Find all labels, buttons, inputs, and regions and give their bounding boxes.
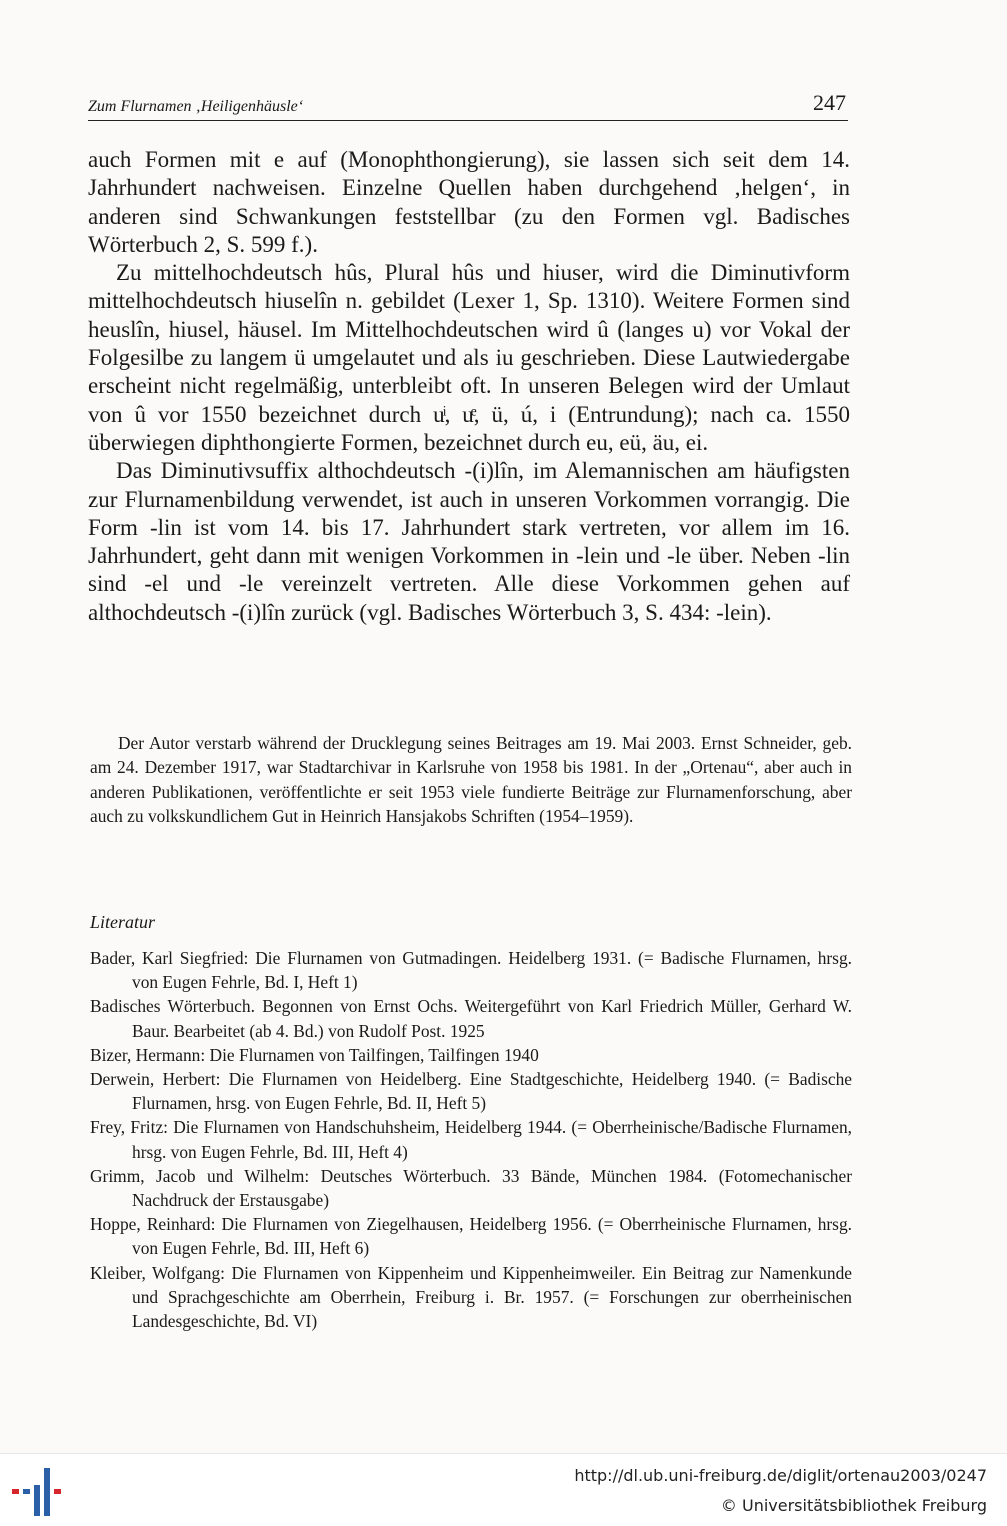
paragraph-3: Das Diminutivsuffix althochdeutsch -(i)lîn, im Alemannischen am häufigsten zur Flurnamenbildung verwendet, ist auch in unseren Vorkommen vorrangig. Die Form -lin ist vom 14. bis 17. Jahrhundert stark vertreten, vor allem im 16. Jahrhundert, geht dann mit wenigen Vorkommen in -lein und -le über. Neben -lin sind -el und -le vereinzelt vertreten. Alle diese Vorkommen gehen auf althochdeutsch -(i)lîn zurück (vgl. Badisches Wörterbuch 3, S. 434: -lein). (88, 458, 850, 625)
bib-entry-frey: Frey, Fritz: Die Flurnamen von Handschuhsheim, Heidelberg 1944. (= Oberrheinische/Badische Flurnamen, hrsg. von Eugen Fehrle, Bd. III, Heft 4) (90, 1117, 852, 1162)
page-number: 247 (813, 90, 846, 115)
bib-entry-kleiber: Kleiber, Wolfgang: Die Flurnamen von Kippenheim und Kippenheimweiler. Ein Beitrag zur Namenkunde und Sprachgeschichte am Oberrhein, Freiburg i. Br. 1957. (= Forschungen zur oberrheinischen Landesgeschichte, Bd. VI) (90, 1262, 852, 1332)
author-note (90, 731, 852, 829)
bib-entry-hoppe: Hoppe, Reinhard: Die Flurnamen von Ziegelhausen, Heidelberg 1956. (= Oberrheinische Flurnamen, hrsg. von Eugen Fehrle, Bd. III, Heft 6) (90, 1214, 852, 1259)
permalink-url[interactable]: http://dl.ub.uni-freiburg.de/diglit/ortenau2003/0247 (574, 1466, 987, 1485)
body-text (88, 146, 850, 627)
bib-entry-derwein: Derwein, Herbert: Die Flurnamen von Heidelberg. Eine Stadtgeschichte, Heidelberg 1940. (= Badische Flurnamen, hrsg. von Eugen Fehrle, Bd. II, Heft 5) (90, 1069, 852, 1114)
footer-bar (0, 1453, 1007, 1526)
paragraph-1: auch Formen mit e auf (Monophthongierung), sie lassen sich seit dem 14. Jahrhundert nachweisen. Einzelne Quellen haben durchgehend ‚helgen‘, in anderen sind Schwankungen feststellbar (zu den Formen vgl. Badisches Wörterbuch 2, S. 599 f.). (88, 147, 850, 257)
running-head (88, 88, 848, 121)
literature-heading: Literatur (90, 912, 156, 932)
paragraph-2: Zu mittelhochdeutsch hûs, Plural hûs und hiuser, wird die Diminutivform mittelhochdeutsch hiuselîn n. gebildet (Lexer 1, Sp. 1310). Weitere Formen sind heuslîn, hiusel, häusel. Im Mittelhochdeutschen wird û (langes u) vor Vokal der Folgesilbe zu langem ü umgelautet und als iu geschrieben. Diese Lautwiedergabe erscheint nicht regelmäßig, unterbleibt oft. In unseren Belegen wird der Umlaut von û vor 1550 bezeichnet durch uͥ, uͤ, ü, ú, i (Entrundung); nach ca. 1550 überwiegen diphthongierte Formen, bezeichnet durch eu, eü, äu, ei. (88, 260, 850, 455)
bib-entry-bizer: Bizer, Hermann: Die Flurnamen von Tailfingen, Tailfingen 1940 (90, 1044, 539, 1065)
bibliography (90, 946, 852, 1333)
author-note-text: Der Autor verstarb während der Drucklegung seines Beitrages am 19. Mai 2003. Ernst Schneider, geb. am 24. Dezember 1917, war Stadtarchivar in Karlsruhe von 1958 bis 1981. In der „Ortenau“, aber auch in anderen Publikationen, veröffentlichte er seit 1953 viele fundierte Beiträge zur Flurnamenforschung, aber auch zu volkskundlichem Gut in Heinrich Hansjakobs Schriften (1954–1959). (90, 733, 852, 827)
ub-freiburg-logo-icon (12, 1466, 64, 1516)
running-title: Zum Flurnamen ‚Heiligenhäusle‘ (88, 98, 304, 115)
bib-entry-bader: Bader, Karl Siegfried: Die Flurnamen von Gutmadingen. Heidelberg 1931. (= Badische Flurnamen, hrsg. von Eugen Fehrle, Bd. I, Heft 1) (90, 948, 852, 993)
bib-entry-grimm: Grimm, Jacob und Wilhelm: Deutsches Wörterbuch. 33 Bände, München 1984. (Fotomechanischer Nachdruck der Erstausgabe) (90, 1165, 852, 1211)
copyright-notice: © Universitätsbibliothek Freiburg (720, 1496, 987, 1515)
bib-entry-badisches-woerterbuch: Badisches Wörterbuch. Begonnen von Ernst Ochs. Weitergeführt von Karl Friedrich Müller, Gerhard W. Baur. Bearbeitet (ab 4. Bd.) von Rudolf Post. 1925 (90, 996, 852, 1041)
